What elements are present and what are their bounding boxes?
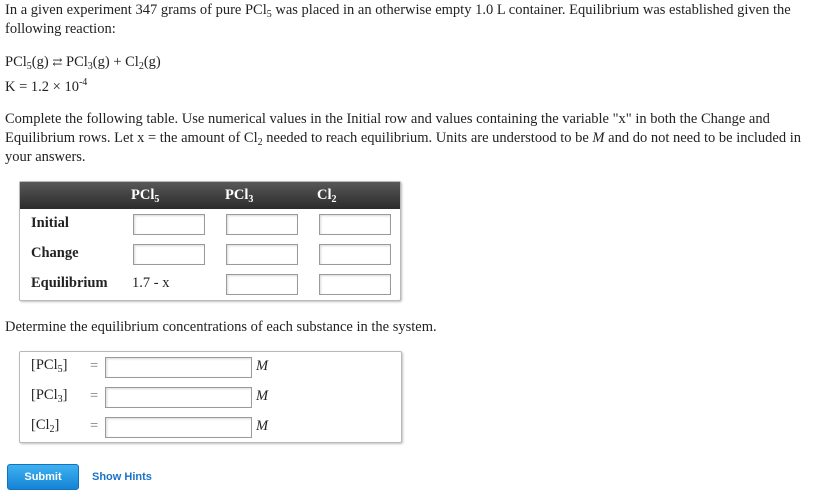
concentration-answers [19,351,402,443]
equilibrium-pcl3-input[interactable] [226,274,298,295]
initial-pcl5-input[interactable] [133,214,205,235]
equals-sign: = [90,388,99,404]
change-pcl3-input[interactable] [226,244,298,265]
change-cl2-input[interactable] [319,244,391,265]
change-pcl5-input[interactable] [133,244,205,265]
equilibrium-cl2-input[interactable] [319,274,391,295]
ice-table-header [20,182,400,209]
equilibrium-pcl5-value: 1.7 - x [132,275,170,291]
reaction-equation: PCl$_5$(g) ⇄ $PCl_3(g) + Cl_2(g)$ [5,54,161,72]
unit-molarity: M [256,358,269,374]
initial-pcl3-input[interactable] [226,214,298,235]
problem-intro: In a given experiment 347 grams of pure PCl$_5$ was placed in an otherwise empty 1.0 L container. Equilibrium was established given the following reaction: [5,2,791,37]
unit-molarity: M [256,418,269,434]
equilibrium-arrow-icon: ⇄ [52,55,63,69]
initial-cl2-input[interactable] [319,214,391,235]
column-header-pcl5: PCl$_5$ [131,187,160,205]
column-header-cl2: $Cl_2$ [317,187,337,205]
equals-sign: = [90,418,99,434]
pcl5-concentration-input[interactable] [105,357,252,378]
instructions: Complete the following table. Use numerical values in the Initial row and values containing the variable "x" in both the Change and Equilibrium rows. Let x = the amount of $Cl_2$ needed to reach equilibrium. Units are understood to be M and do not need to be included in your answers. [5,111,802,165]
determine-prompt: Determine the equilibrium concentrations of each substance in the system. [5,319,437,335]
submit-button[interactable]: Submit [7,464,79,490]
equilibrium-constant: $K = 1.2 \times 10^{-4}$ [5,77,88,95]
equals-sign: = [90,358,99,374]
row-label-change: Change [31,245,79,261]
cl2-concentration-input[interactable] [105,417,252,438]
column-header-pcl3: PCl$_3$ [225,187,254,205]
row-label-initial: Initial [31,215,69,231]
pcl3-concentration-input[interactable] [105,387,252,408]
conc-label-pcl3: [PCl$_3$] [31,387,68,405]
conc-label-pcl5: [PCl$_5$] [31,357,68,375]
unit-molarity: M [256,388,269,404]
show-hints-link[interactable]: Show Hints [92,471,152,483]
ice-table [19,181,401,301]
conc-label-cl2: $[Cl_2]$ [31,417,60,435]
row-label-equilibrium: Equilibrium [31,275,108,291]
